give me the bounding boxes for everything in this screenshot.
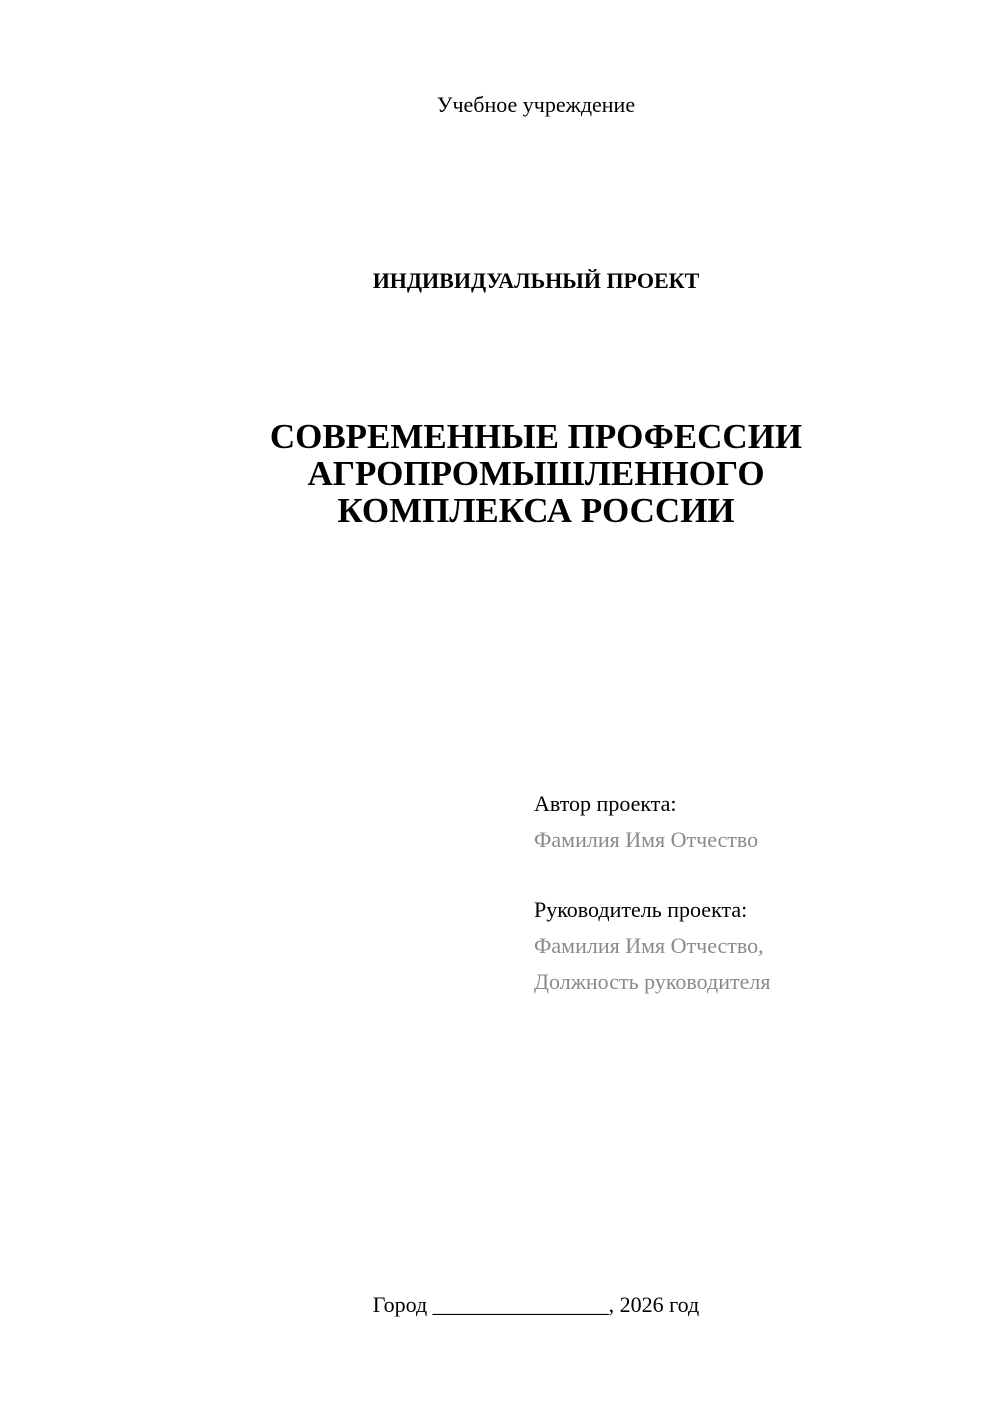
project-title-line: КОМПЛЕКСА РОССИИ bbox=[337, 491, 735, 530]
project-title-line: АГРОПРОМЫШЛЕННОГО bbox=[307, 454, 765, 493]
supervisor-position-placeholder: Должность руководителя bbox=[534, 969, 771, 994]
supervisor-label: Руководитель проекта: bbox=[534, 897, 748, 922]
project-title-line: СОВРЕМЕННЫЕ ПРОФЕССИИ bbox=[269, 417, 803, 456]
city-year-line: Город ________________, 2026 год bbox=[372, 1292, 700, 1317]
project-title bbox=[0, 418, 1000, 529]
project-type-heading: ИНДИВИДУАЛЬНЫЙ ПРОЕКТ bbox=[372, 268, 700, 293]
author-name-placeholder: Фамилия Имя Отчество bbox=[534, 827, 759, 852]
author-block bbox=[534, 786, 974, 858]
supervisor-block bbox=[534, 892, 974, 1000]
institution-name: Учебное учреждение bbox=[436, 92, 636, 117]
supervisor-name-placeholder: Фамилия Имя Отчество, bbox=[534, 933, 764, 958]
author-label: Автор проекта: bbox=[534, 791, 677, 816]
